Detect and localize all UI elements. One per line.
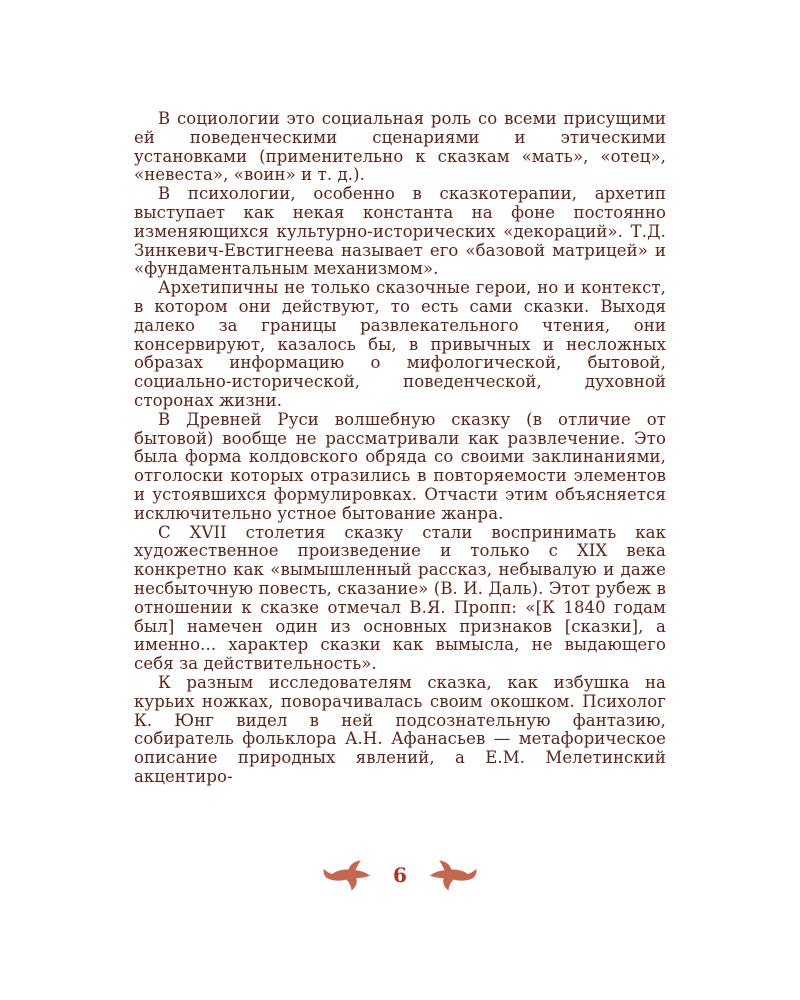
paragraph-4: В Древней Руси волшебную сказку (в отличие от бытовой) вообще не рассматривали как развлечение. Это была форма колдовского обряда со своими заклинаниями, отголоски которых отразились в повторяемости элементов и устоявшихся формулировках. Отчасти этим объясняется исключительно устное бытование жанра. xyxy=(134,409,666,523)
paragraph-3: Архетипичны не только сказочные герои, но и контекст, в котором они действуют, то есть сами сказки. Выходя далеко за границы развлекательного чтения, они консервируют, казалось бы, в привычных и несложных образах информацию о мифологической, бытовой, социально-исторической, поведенческой, духовной сторонах жизни. xyxy=(134,278,666,410)
swallow-bird-right-icon xyxy=(427,858,479,892)
page-number: 6 xyxy=(393,863,407,887)
paragraph-6: К разным исследователям сказка, как избушка на курьих ножках, поворачивалась своим окошком. Психолог К. Юнг видел в ней подсознательную фантазию, собиратель фольклора А.Н. Афанасьев — метафорическое описание природных явлений, а Е.М. Мелетинский акцентиро- xyxy=(134,672,666,786)
page-text xyxy=(134,110,666,787)
paragraph-1: В социологии это социальная роль со всеми присущими ей поведенческими сценариями и этическими установками (применительно к сказкам «мать», «отец», «невеста», «воин» и т. д.). xyxy=(134,109,666,185)
paragraph-2: В психологии, особенно в сказкотерапии, архетип выступает как некая константа на фоне постоянно изменяющихся культурно-исторических «декораций». Т.Д. Зинкевич-Евстигнеева называет его «базовой матрицей» и «фундаментальным механизмом». xyxy=(134,184,666,279)
paragraph-5: С XVII столетия сказку стали воспринимать как художественное произведение и только с XIX века конкретно как «вымышленный рассказ, небывалую и даже несбыточную повесть, сказание» (В. И. Даль). Этот рубеж в отношении к сказке отмечал В.Я. Пропп: «[К 1840 годам был] намечен один из основных признаков [сказки], а именно... характер сказки как вымысла, не выдающего себя за действительность». xyxy=(134,522,666,674)
page-footer xyxy=(0,858,800,892)
swallow-bird-left-icon xyxy=(321,858,373,892)
